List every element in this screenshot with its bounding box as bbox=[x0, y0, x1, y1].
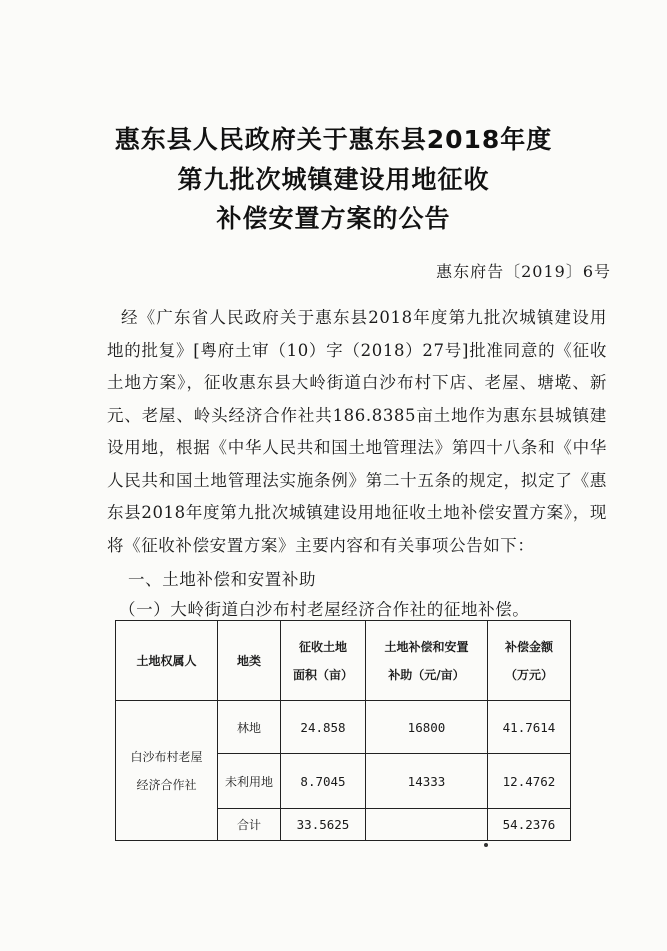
land-type-cell: 林地 bbox=[218, 701, 281, 754]
total-label-cell: 合计 bbox=[218, 809, 281, 841]
total-amount-cell: 54.2376 bbox=[488, 809, 571, 841]
table-row bbox=[116, 701, 571, 754]
rate-cell: 14333 bbox=[366, 754, 488, 809]
owner-line-1: 白沙布村老屋 bbox=[130, 749, 203, 764]
header-land-type: 地类 bbox=[218, 621, 281, 701]
land-type-cell: 未利用地 bbox=[218, 754, 281, 809]
intro-paragraph: 经《广东省人民政府关于惠东县2018年度第九批次城镇建设用地的批复》[粤府土审（10）字（2018）27号]批准同意的《征收土地方案》，征收惠东县大岭街道白沙布村下店、老屋、塘墘、新元、老屋、岭头经济合作社共186.8385亩土地作为惠东县城镇建设用地，根据《中华人民共和国土地管理法》第四十八条和《中华人民共和国土地管理法实施条例》第二十五条的规定，拟定了《惠东县2018年度第九批次城镇建设用地征收土地补偿安置方案》，现将《征收补偿安置方案》主要内容和有关事项公告如下： bbox=[107, 308, 607, 555]
header-amount bbox=[488, 621, 571, 701]
table-header-row bbox=[116, 621, 571, 701]
section-heading: 一、土地补偿和安置补助 bbox=[128, 570, 317, 589]
header-area-line-2: 面积（亩） bbox=[292, 667, 353, 682]
document-number: 惠东府告〔2019〕6号 bbox=[436, 262, 611, 281]
amount-cell: 41.7614 bbox=[488, 701, 571, 754]
header-rate-line-1: 土地补偿和安置 bbox=[384, 639, 469, 654]
header-amount-line-1: 补偿金额 bbox=[504, 639, 553, 654]
title-line-1: 惠东县人民政府关于惠东县2018年度 bbox=[114, 125, 553, 154]
area-cell: 8.7045 bbox=[281, 754, 366, 809]
owner-cell bbox=[116, 701, 218, 841]
header-rate bbox=[366, 621, 488, 701]
header-amount-line-2: （万元） bbox=[504, 667, 553, 682]
compensation-table bbox=[115, 620, 571, 841]
title-line-2: 第九批次城镇建设用地征收 bbox=[177, 165, 490, 194]
header-area-line-1: 征收土地 bbox=[298, 639, 347, 654]
amount-cell: 12.4762 bbox=[488, 754, 571, 809]
header-owner: 土地权属人 bbox=[116, 621, 218, 701]
header-area bbox=[281, 621, 366, 701]
owner-line-2: 经济合作社 bbox=[136, 777, 197, 792]
rate-cell: 16800 bbox=[366, 701, 488, 754]
header-rate-line-2: 补助（元/亩） bbox=[388, 667, 465, 682]
total-rate-cell bbox=[366, 809, 488, 841]
title-line-3: 补偿安置方案的公告 bbox=[216, 204, 451, 233]
subsection-heading: （一）大岭街道白沙布村老屋经济合作社的征地补偿。 bbox=[119, 600, 530, 619]
area-cell: 24.858 bbox=[281, 701, 366, 754]
ink-dot bbox=[484, 843, 488, 847]
total-area-cell: 33.5625 bbox=[281, 809, 366, 841]
